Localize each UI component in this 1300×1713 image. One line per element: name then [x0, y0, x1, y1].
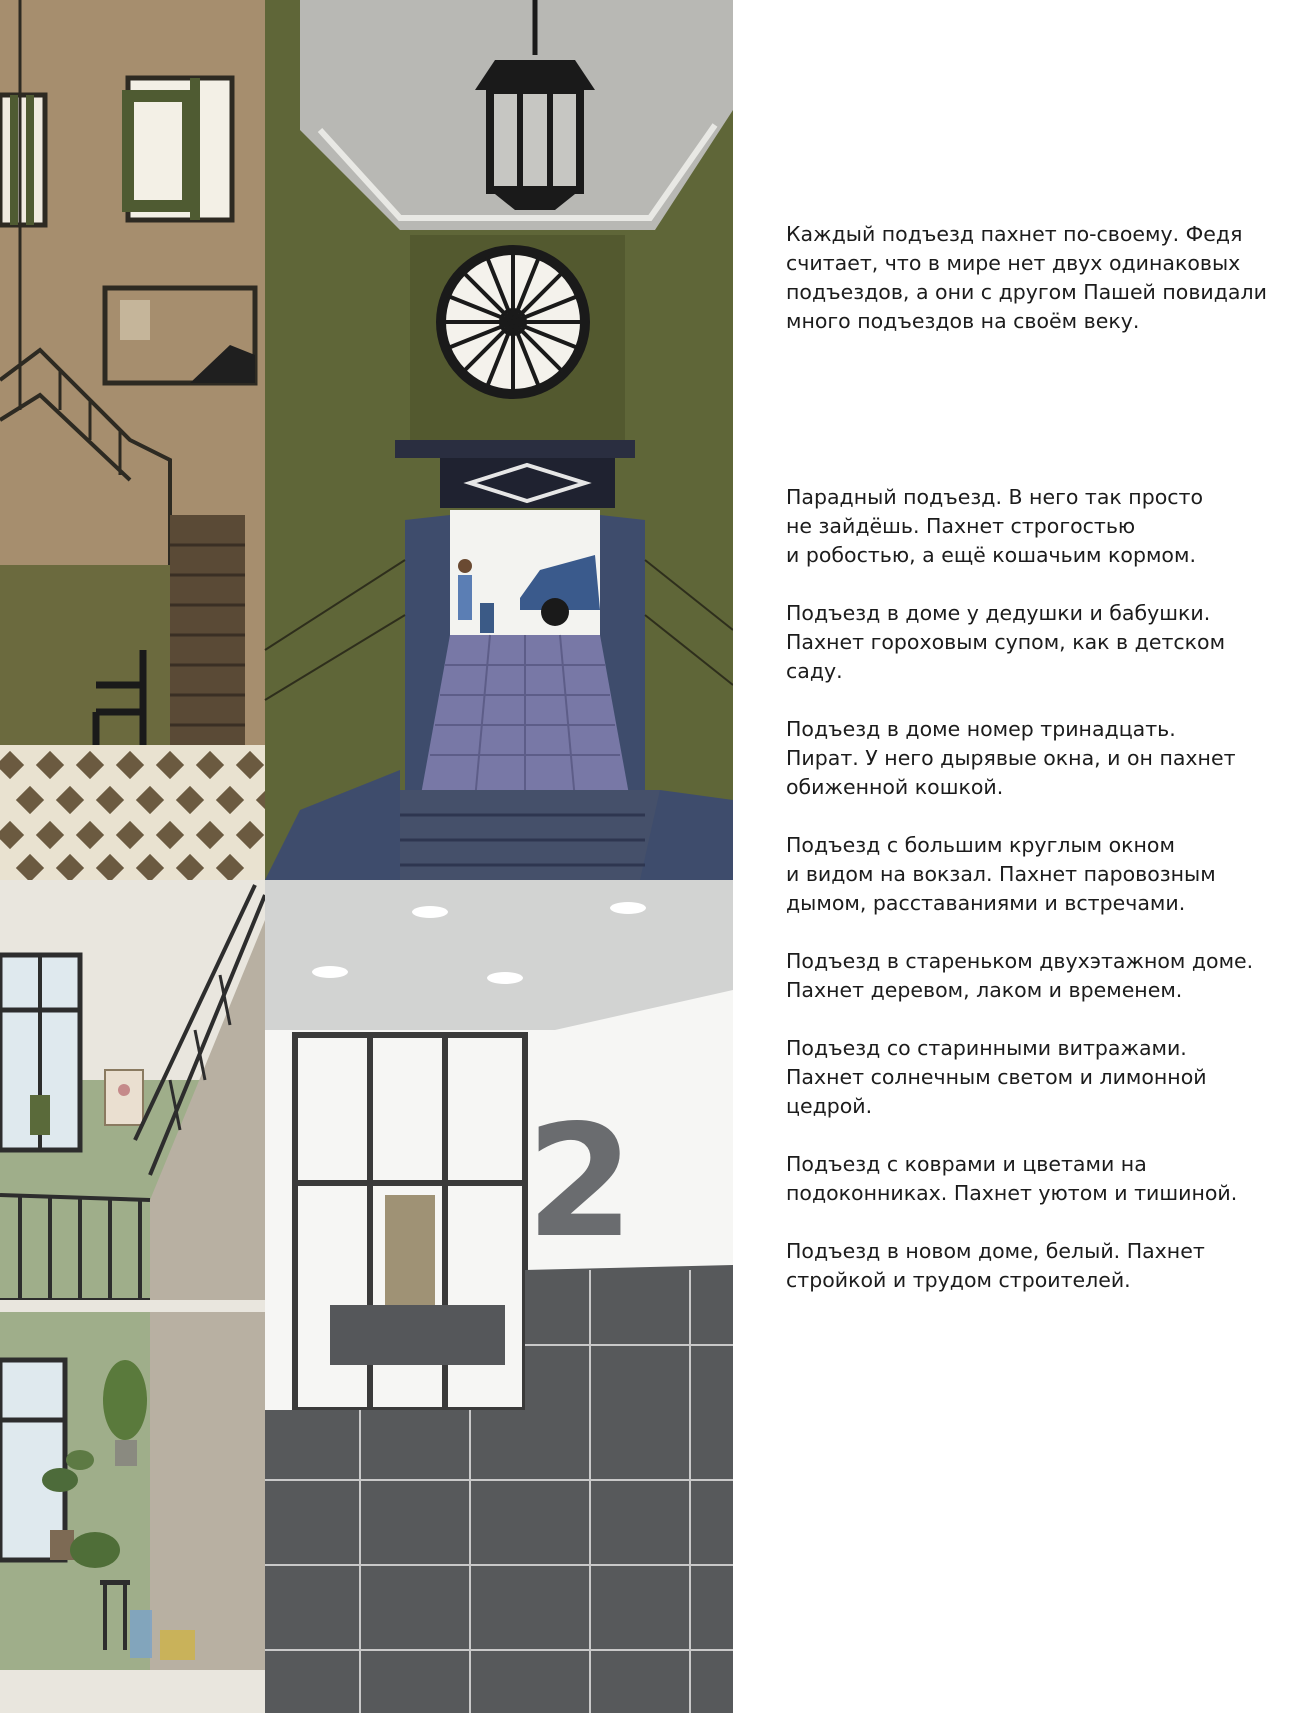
text-column — [786, 220, 1286, 1324]
scene-grand-entrance — [265, 0, 733, 880]
scene-beige-stairwell — [0, 0, 300, 882]
entrance-description: Подъезд с коврами и цветами на подоконниках. Пахнет уютом и тишиной. — [786, 1152, 1238, 1205]
intro-paragraph: Каждый подъезд пахнет по-своему. Федя считает, что в мире нет двух одинаковых подъездов, а они с другом Пашей повидали много подъездов на своём веку. — [786, 222, 1267, 333]
entrance-description: Подъезд в стареньком двухэтажном доме. Пахнет деревом, лаком и временем. — [786, 949, 1254, 1002]
entrance-description: Подъезд в доме у дедушки и бабушки. Пахнет гороховым супом, как в детском саду. — [786, 601, 1226, 683]
entrance-description: Подъезд в доме номер тринадцать. Пират. У него дырявые окна, и он пахнет обиженной кошкой. — [786, 717, 1236, 799]
entrance-description: Парадный подъезд. В него так просто не зайдёшь. Пахнет строгостью и робостью, а ещё кошачьим кормом. — [786, 485, 1204, 567]
entrance-description: Подъезд со старинными витражами. Пахнет солнечным светом и лимонной цедрой. — [786, 1036, 1207, 1118]
entrance-description: Подъезд с большим круглым окном и видом на вокзал. Пахнет паровозным дымом, расставаниями и встречами. — [786, 833, 1216, 915]
scene-sage-stairwell — [0, 880, 265, 1713]
entrance-description: Подъезд в новом доме, белый. Пахнет стройкой и трудом строителей. — [786, 1239, 1205, 1292]
scene-new-building — [265, 880, 733, 1713]
door-number: 2 — [526, 1091, 634, 1272]
round-window-icon — [441, 250, 585, 394]
